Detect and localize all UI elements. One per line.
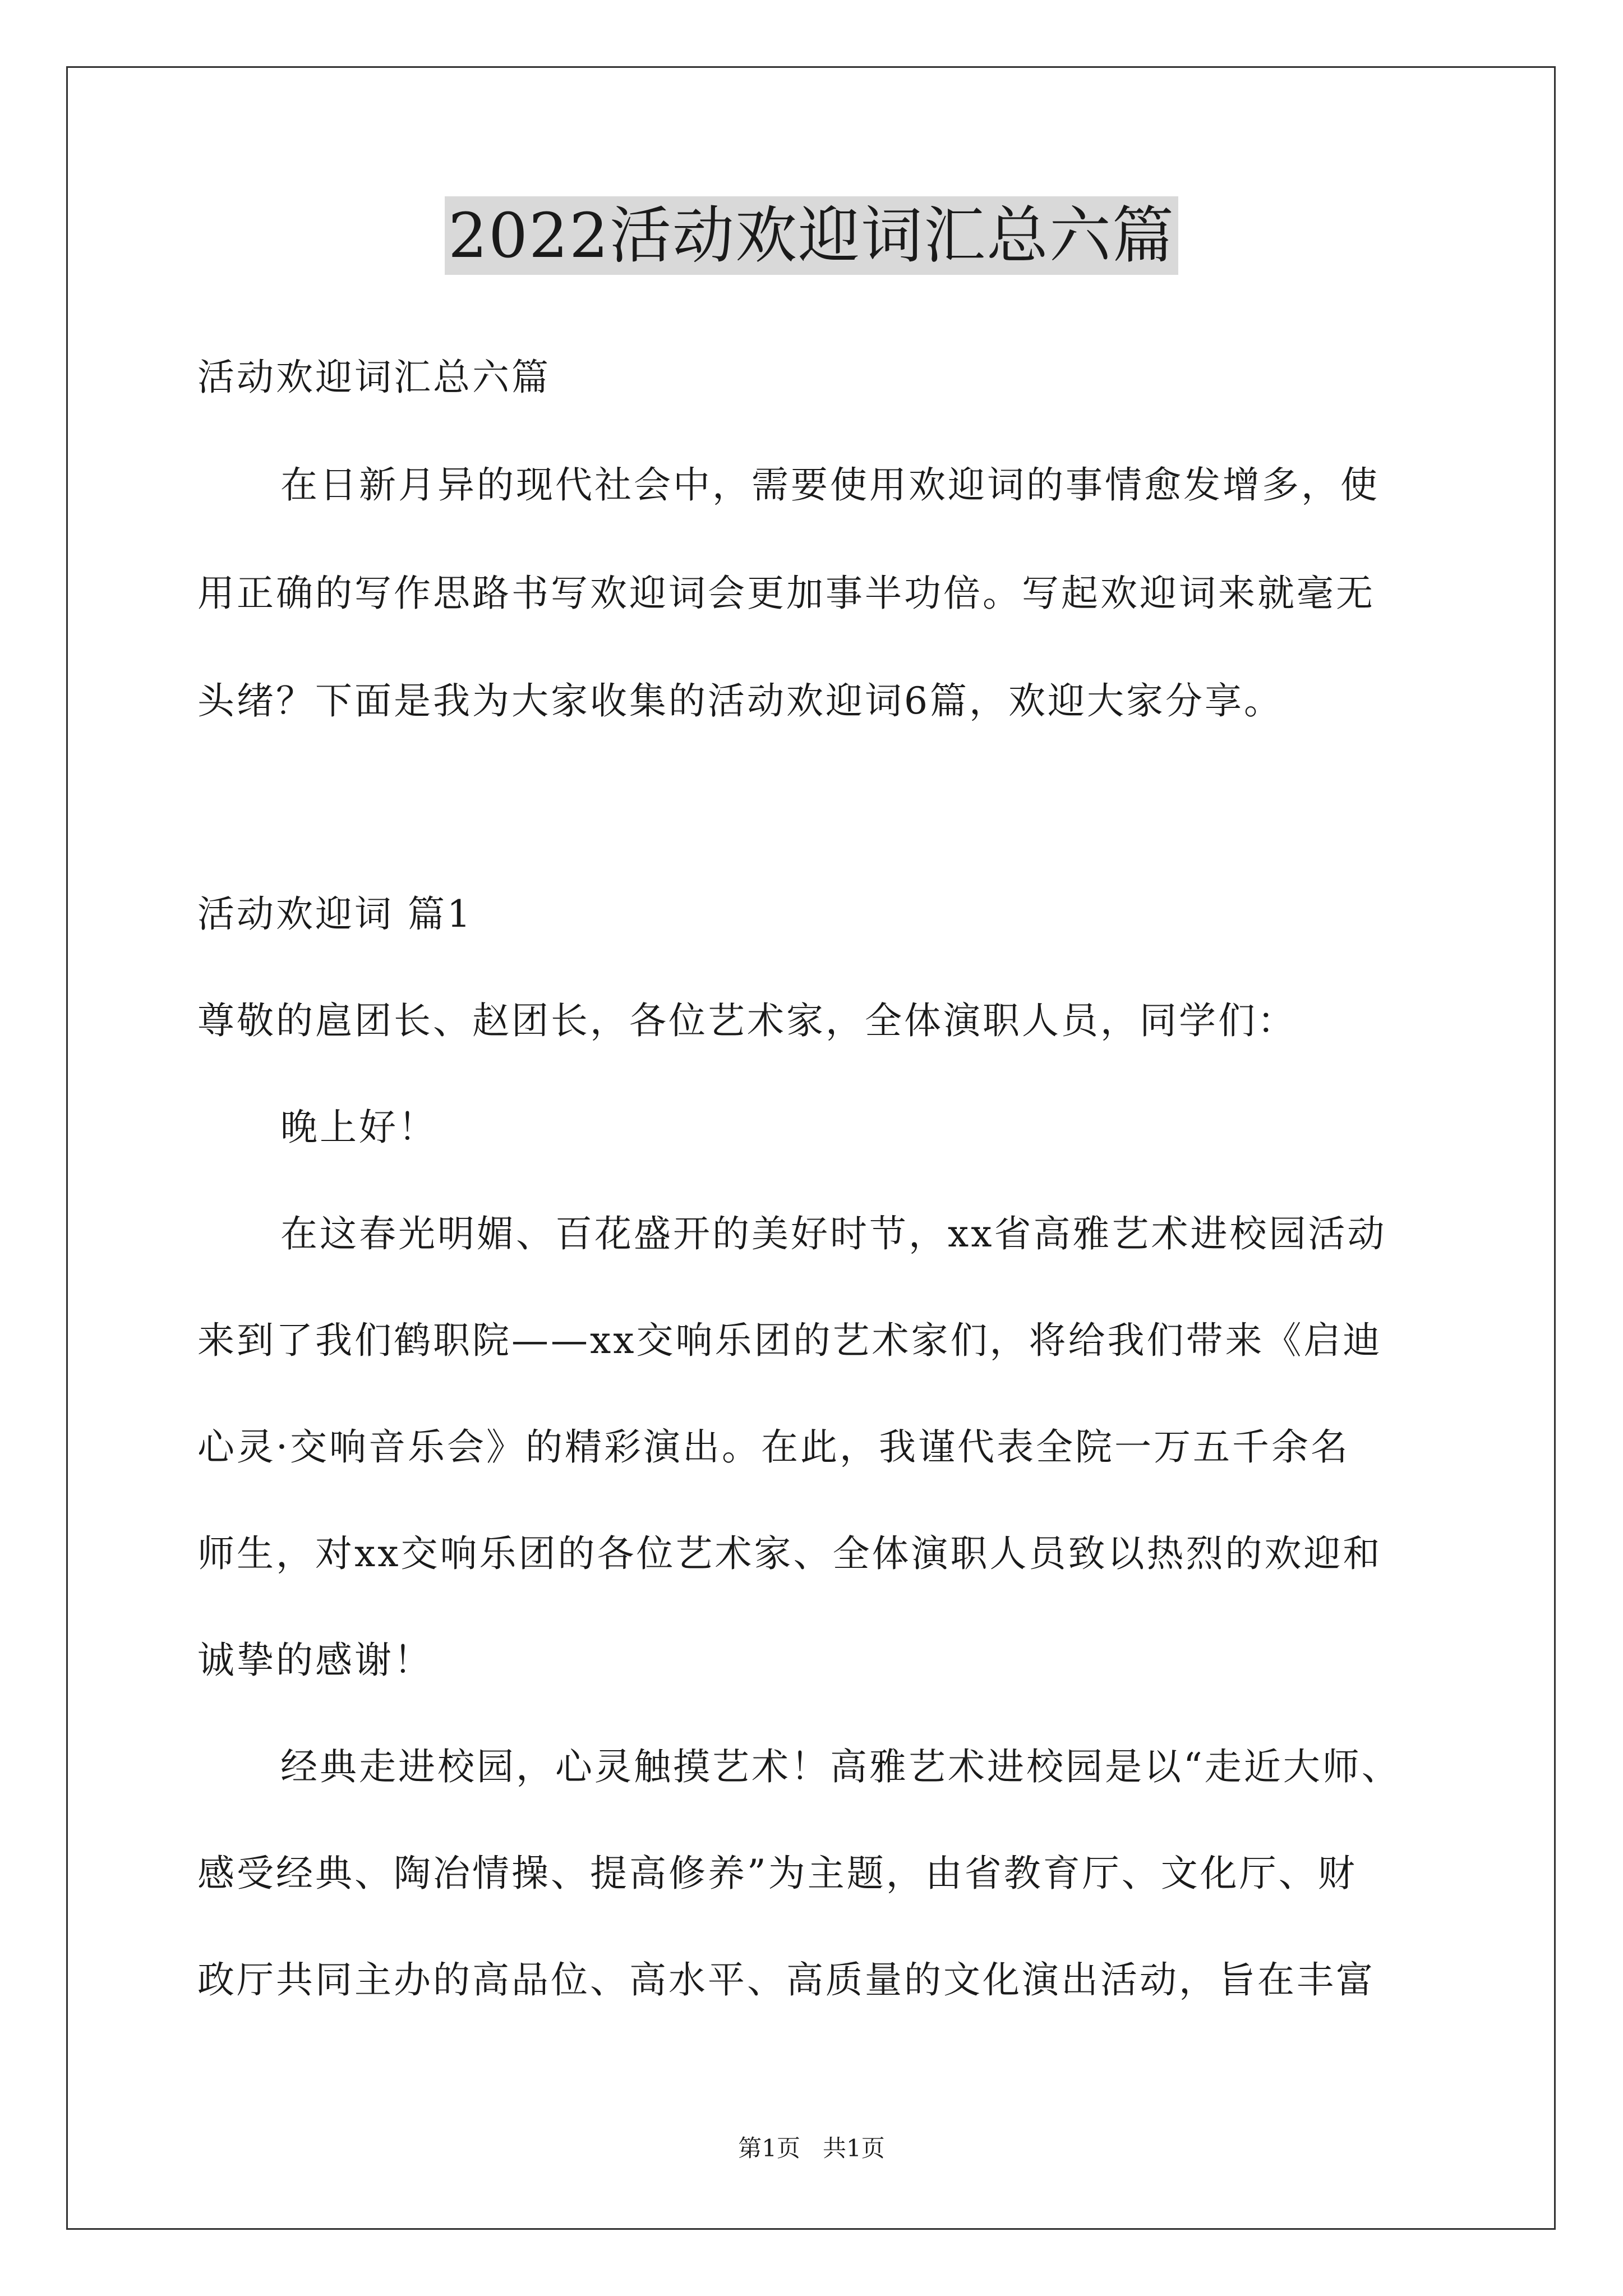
- intro-line-2: 用正确的写作思路书写欢迎词会更加事半功倍。写起欢迎词来就毫无: [197, 572, 1375, 615]
- intro-line-3: 头绪？下面是我为大家收集的活动欢迎词6篇，欢迎大家分享。: [197, 679, 1283, 723]
- section-heading: 活动欢迎词 篇1: [197, 892, 473, 936]
- page-number-footer: 第1页 共1页: [738, 2134, 885, 2162]
- salutation: 尊敬的扈团长、赵团长，各位艺术家，全体演职人员，同学们：: [197, 999, 1297, 1042]
- paragraph1-line-1: 在这春光明媚、百花盛开的美好时节，xx省高雅艺术进校园活动: [280, 1212, 1387, 1255]
- document-subtitle: 活动欢迎词汇总六篇: [197, 356, 551, 399]
- greeting: 晚上好！: [280, 1106, 437, 1149]
- paragraph1-line-2: 来到了我们鹤职院——xx交响乐团的艺术家们，将给我们带来《启迪: [197, 1319, 1382, 1362]
- document-title: 2022活动欢迎词汇总六篇: [445, 196, 1178, 275]
- title-container: [0, 196, 1623, 275]
- paragraph1-line-4: 师生，对xx交响乐团的各位艺术家、全体演职人员致以热烈的欢迎和: [197, 1532, 1382, 1575]
- paragraph1-line-3: 心灵·交响音乐会》的精彩演出。在此，我谨代表全院一万五千余名: [197, 1425, 1350, 1469]
- paragraph1-line-5: 诚挚的感谢！: [197, 1639, 433, 1682]
- paragraph2-line-3: 政厅共同主办的高品位、高水平、高质量的文化演出活动，旨在丰富: [197, 1958, 1375, 2001]
- intro-line-1: 在日新月异的现代社会中，需要使用欢迎词的事情愈发增多，使: [280, 463, 1380, 507]
- paragraph2-line-2: 感受经典、陶冶情操、提高修养”为主题，由省教育厅、文化厅、财: [197, 1852, 1357, 1895]
- paragraph2-line-1: 经典走进校园，心灵触摸艺术！高雅艺术进校园是以“走近大师、: [280, 1745, 1401, 1788]
